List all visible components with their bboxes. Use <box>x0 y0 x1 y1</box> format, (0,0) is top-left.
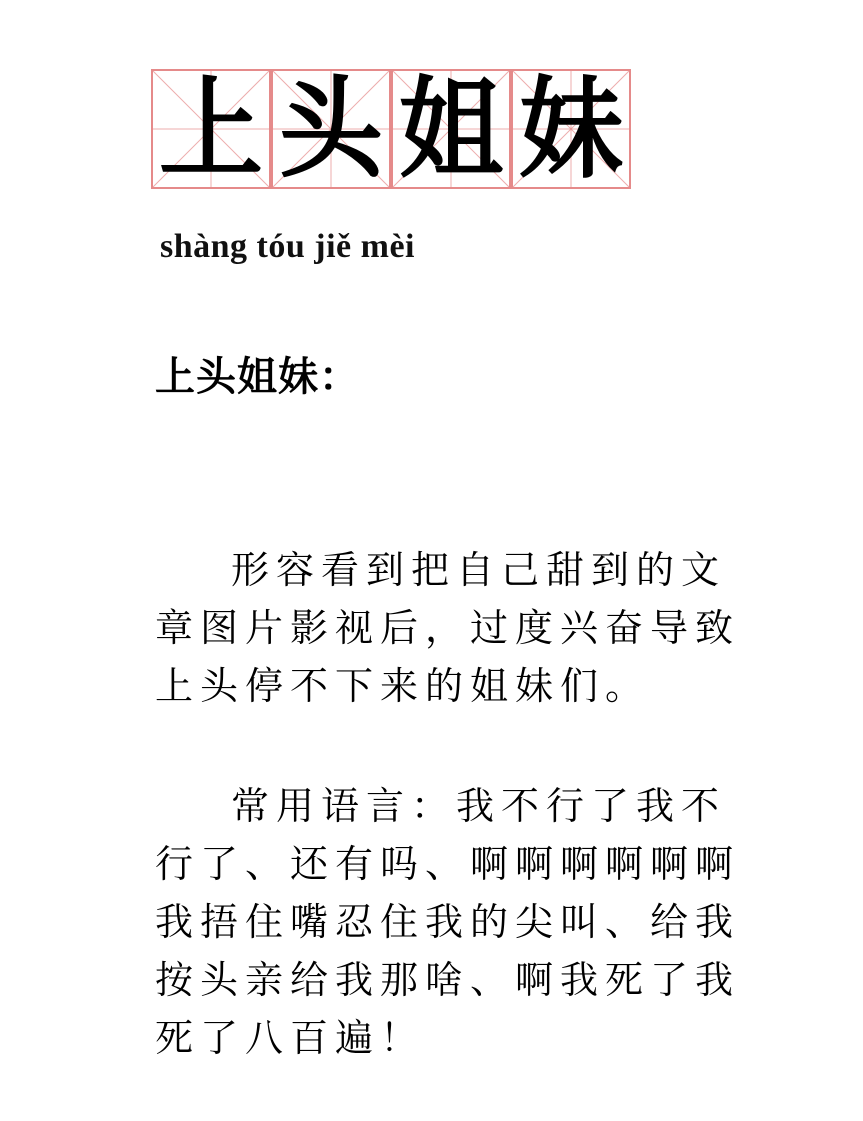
grid-cell <box>391 63 511 194</box>
title-character: 姐 <box>398 63 503 194</box>
grid-cell <box>511 63 631 194</box>
grid-cell <box>151 63 271 194</box>
title-character: 头 <box>278 63 383 194</box>
grid-cell <box>271 63 391 194</box>
title-character: 妹 <box>518 63 623 194</box>
usage-paragraph: 常用语言：我不行了我不行了、还有吗、啊啊啊啊啊啊我捂住嘴忍住我的尖叫、给我按头亲给我那啥、啊我死了我死了八百遍！ <box>155 784 741 1060</box>
pinyin: shàng tóu jiě mèi <box>160 228 415 265</box>
title-character: 上 <box>158 63 263 194</box>
definition-paragraph: 形容看到把自己甜到的文章图片影视后，过度兴奋导致上头停不下来的姐妹们。 <box>155 548 741 708</box>
section-heading: 上头姐妹： <box>155 354 360 400</box>
title-character-grid <box>151 63 631 194</box>
